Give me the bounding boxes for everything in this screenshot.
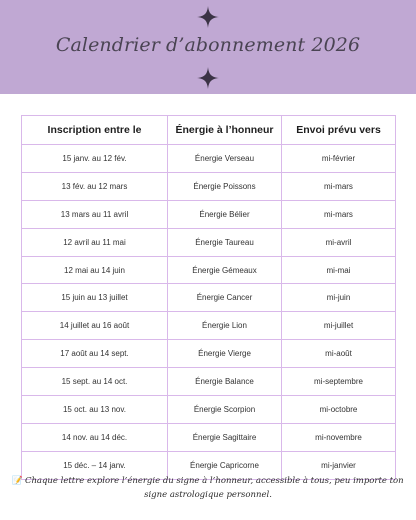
energy-cell: Énergie Lion bbox=[168, 312, 282, 340]
signup-period-cell: 15 sept. au 14 oct. bbox=[22, 368, 168, 396]
shipping-cell: mi-juillet bbox=[282, 312, 396, 340]
footer-note-text: Chaque lettre explore l’énergie du signe à l’honneur, accessible à tous, peu importe ton signe astrologique personnel. bbox=[24, 476, 404, 500]
energy-cell: Énergie Bélier bbox=[168, 200, 282, 228]
energy-cell: Énergie Sagittaire bbox=[168, 423, 282, 451]
shipping-cell: mi-janvier bbox=[282, 451, 396, 479]
table-row bbox=[22, 200, 396, 228]
signup-period-cell: 12 mai au 14 juin bbox=[22, 256, 168, 284]
table-row bbox=[22, 340, 396, 368]
energy-cell: Énergie Gémeaux bbox=[168, 256, 282, 284]
table-row bbox=[22, 145, 396, 173]
table-row bbox=[22, 284, 396, 312]
memo-icon: 📝 bbox=[12, 476, 23, 486]
footer-note bbox=[12, 474, 404, 502]
shipping-cell: mi-octobre bbox=[282, 396, 396, 424]
energy-cell: Énergie Poissons bbox=[168, 172, 282, 200]
signup-period-cell: 17 août au 14 sept. bbox=[22, 340, 168, 368]
table-row bbox=[22, 172, 396, 200]
shipping-cell: mi-avril bbox=[282, 228, 396, 256]
column-header-energy: Énergie à l’honneur bbox=[168, 116, 282, 145]
four-point-star-icon bbox=[197, 6, 219, 28]
energy-cell: Énergie Verseau bbox=[168, 145, 282, 173]
energy-cell: Énergie Vierge bbox=[168, 340, 282, 368]
shipping-cell: mi-mars bbox=[282, 172, 396, 200]
energy-cell: Énergie Balance bbox=[168, 368, 282, 396]
shipping-cell: mi-novembre bbox=[282, 423, 396, 451]
signup-period-cell: 15 oct. au 13 nov. bbox=[22, 396, 168, 424]
shipping-cell: mi-août bbox=[282, 340, 396, 368]
table-row bbox=[22, 312, 396, 340]
shipping-cell: mi-mars bbox=[282, 200, 396, 228]
signup-period-cell: 14 juillet au 16 août bbox=[22, 312, 168, 340]
four-point-star-icon bbox=[197, 67, 219, 89]
signup-period-cell: 15 janv. au 12 fév. bbox=[22, 145, 168, 173]
energy-cell: Énergie Cancer bbox=[168, 284, 282, 312]
signup-period-cell: 13 mars au 11 avril bbox=[22, 200, 168, 228]
column-header-signup: Inscription entre le bbox=[22, 116, 168, 145]
header-banner bbox=[0, 0, 416, 94]
signup-period-cell: 13 fév. au 12 mars bbox=[22, 172, 168, 200]
energy-cell: Énergie Taureau bbox=[168, 228, 282, 256]
signup-period-cell: 15 déc. – 14 janv. bbox=[22, 451, 168, 479]
table-header-row bbox=[22, 116, 396, 145]
shipping-cell: mi-février bbox=[282, 145, 396, 173]
signup-period-cell: 14 nov. au 14 déc. bbox=[22, 423, 168, 451]
signup-period-cell: 15 juin au 13 juillet bbox=[22, 284, 168, 312]
page-title: Calendrier d’abonnement 2026 bbox=[55, 34, 361, 56]
table-row bbox=[22, 256, 396, 284]
energy-cell: Énergie Scorpion bbox=[168, 396, 282, 424]
table-row bbox=[22, 396, 396, 424]
table-row bbox=[22, 423, 396, 451]
signup-period-cell: 12 avril au 11 mai bbox=[22, 228, 168, 256]
shipping-cell: mi-septembre bbox=[282, 368, 396, 396]
shipping-cell: mi-mai bbox=[282, 256, 396, 284]
table-row bbox=[22, 368, 396, 396]
column-header-shipping: Envoi prévu vers bbox=[282, 116, 396, 145]
shipping-cell: mi-juin bbox=[282, 284, 396, 312]
subscription-calendar-table bbox=[21, 115, 396, 480]
table-row bbox=[22, 228, 396, 256]
energy-cell: Énergie Capricorne bbox=[168, 451, 282, 479]
